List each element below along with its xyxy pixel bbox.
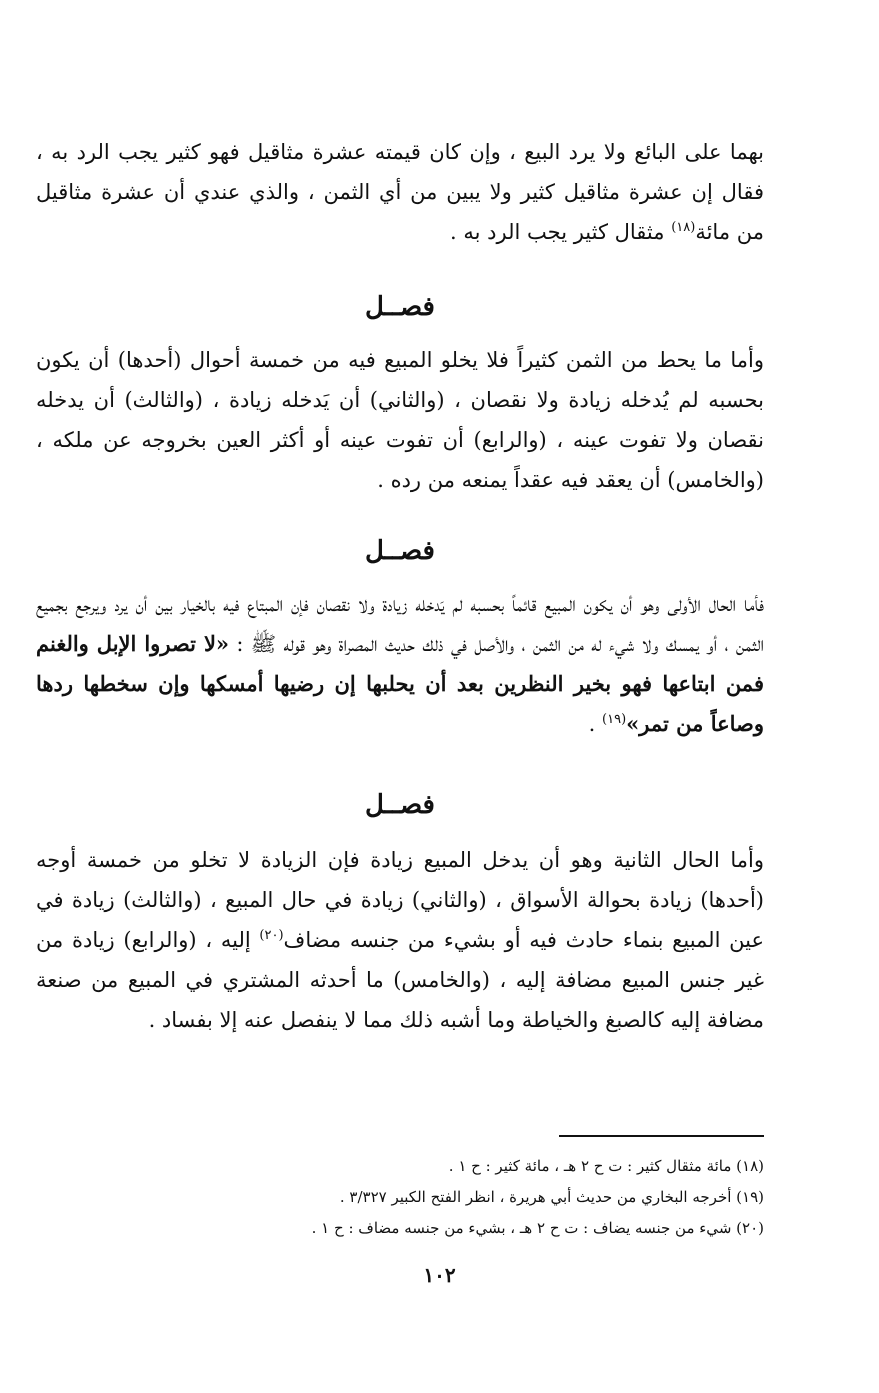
section-heading-3: فصــل (365, 790, 435, 820)
paragraph-1-text: بهما على البائع ولا يرد البيع ، وإن كان قيمته عشرة مثاقيل فهو كثير يجب الرد به ، فقال إن عشرة مثاقيل كثير ولا يبين من أي الثمن ، والذي عندي أن عشرة مثاقيل من مائة (36, 140, 764, 244)
footnote-18: (١٨) مائة مثقال كثير : ت ح ٢ هـ ، مائة كثير : ح ١ . (448, 1157, 764, 1175)
footnotes (36, 1135, 764, 1244)
paragraph-4-text-b: إليه ، (والرابع) زيادة من غير جنس المبيع مضافة إليه ، (والخامس) ما أحدثه المشتري في المبيع من صنعة مضافة إليه كالصبغ والخياطة وما أشبه ذلك مما لا ينفصل عنه إلا بفساد . (36, 928, 764, 1032)
paragraph-1-end: مثقال كثير يجب الرد به . (450, 220, 672, 244)
footnote-ref-18[interactable]: (١٨) (671, 220, 696, 235)
footnote-ref-19[interactable]: (١٩) (602, 712, 627, 727)
paragraph-4-text-a: وأما الحال الثانية وهو أن يدخل المبيع زيادة فإن الزيادة لا تخلو من خمسة أوجه (أحدها) زيادة بحوالة الأسواق ، (والثاني) زيادة في حال المبيع ، (والثالث) زيادة في عين المبيع بنماء حادث فيه أو بشيء من جنسه مضاف (36, 848, 764, 952)
footnote-ref-20[interactable]: (٢٠) (259, 928, 284, 943)
paragraph-2: وأما ما يحط من الثمن كثيراً فلا يخلو المبيع فيه من خمسة أحوال (أحدها) أن يكون بحسبه لم يُدخله زيادة ولا نقصان ، (والثاني) أن يَدخله زيادة ، (والثالث) أن يدخله نقصان ولا تفوت عينه ، (والرابع) أن تفوت عينه أو أكثر العين بخروجه عن ملكه ، (والخامس) أن يعقد فيه عقداً يمنعه من رده . (36, 348, 764, 492)
paragraph-4 (36, 840, 764, 1040)
hadith-quote: «لا تصروا الإبل والغنم فمن ابتاعها فهو بخير النظرين بعد أن يحلبها إن رضيها أمسكها وإن سخطها ردها وصاعاً من تمر» (36, 631, 764, 736)
page-number: ١٠٢ (423, 1263, 456, 1287)
section-heading-2: فصــل (365, 536, 435, 566)
paragraph-3-end: . (588, 712, 603, 736)
paragraph-3-text: فأما الحال الأولى وهو أن يكون المبيع قائماً بحسبه لم يَدخله زيادة ولا نقصان فإن المبتاع فيه بالخيار بين أن يرد ويرجع بجميع الثمن ، أو يمسك ولا شيء له من الثمن ، والأصل في ذلك حديث المصراة وهو قوله ﷺ : (36, 592, 764, 656)
page-body (36, 132, 764, 1040)
section-heading-1: فصــل (365, 292, 435, 322)
footnote-divider (559, 1135, 764, 1137)
paragraph-1 (36, 132, 764, 252)
footnote-20: (٢٠) شيء من جنسه يضاف : ت ح ٢ هـ ، بشيء من جنسه مضاف : ح ١ . (311, 1219, 764, 1237)
footnote-19: (١٩) أخرجه البخاري من حديث أبي هريرة ، انظر الفتح الكبير ٣/٣٢٧ . (339, 1188, 764, 1206)
paragraph-3 (36, 584, 764, 744)
